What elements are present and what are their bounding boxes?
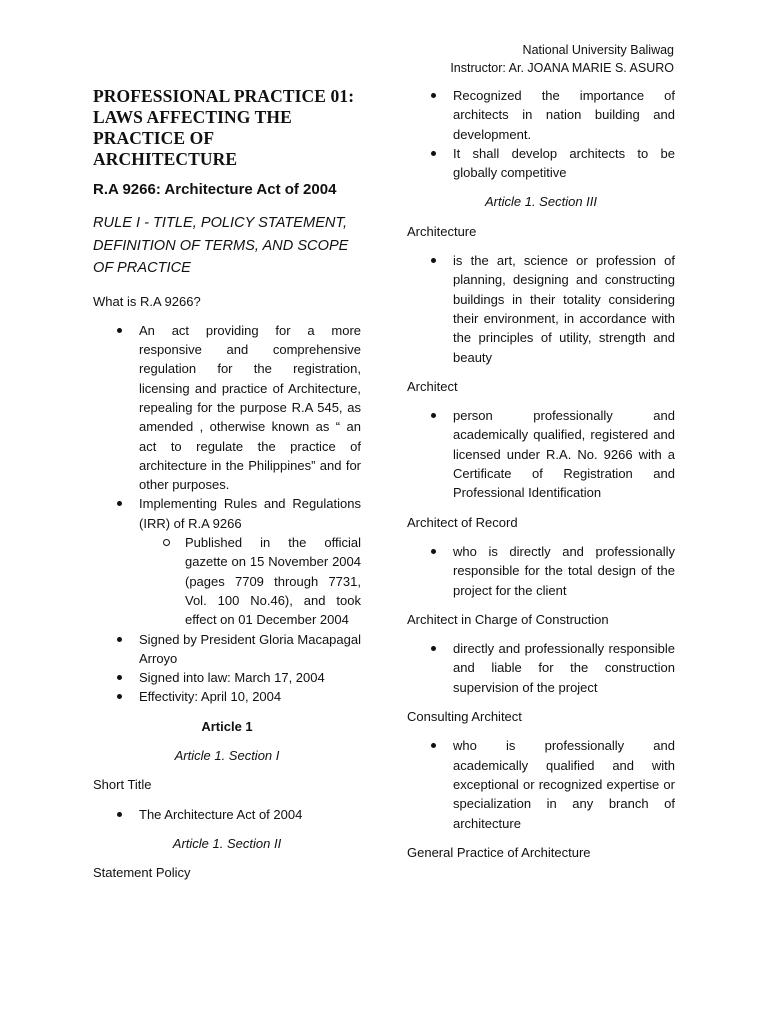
list-item: person professionally and academically qualified, registered and licensed under R.A. No. 9266 with a Certificate of Registration and Professional Identification [407,406,675,502]
short-title-list [93,805,361,824]
list-item: Recognized the importance of architects in nation building and development. [407,86,675,144]
short-title-label: Short Title [93,777,152,793]
right-column [407,86,675,872]
term-label: Architect of Record [407,514,518,530]
definition-list [407,542,675,600]
list-item: The Architecture Act of 2004 [93,805,361,824]
page-header [450,41,674,77]
list-item: who is professionally and academically qualified and with exceptional or recognized expertise or specialization in any branch of architecture [407,736,675,832]
term-label: Architect in Charge of Construction [407,611,609,627]
definition-list [407,639,675,697]
term-label: Consulting Architect [407,709,522,725]
sub-bullet-list [139,533,361,629]
list-item-text: Implementing Rules and Regulations (IRR) of R.A 9266 [139,496,361,531]
left-column [93,86,361,893]
term-label: Architecture [407,223,477,239]
list-item: Effectivity: April 10, 2004 [93,687,361,706]
definition-list [407,736,675,832]
section-heading: Article 1. Section III [485,194,597,210]
policy-bullet-list [407,86,675,182]
list-item [93,494,361,629]
list-item: is the art, science or profession of planning, designing and constructing buildings in their totality considering their environment, in accordance with the principles of utility, strength and beauty [407,251,675,367]
list-item: It shall develop architects to be globally competitive [407,144,675,183]
university-name: National University Baliwag [522,43,674,57]
list-item: Signed into law: March 17, 2004 [93,668,361,687]
rule-heading: RULE I - TITLE, POLICY STATEMENT, DEFINITION OF TERMS, AND SCOPE OF PRACTICE [93,215,349,276]
list-item: Signed by President Gloria Macapagal Arroyo [93,630,361,669]
article-heading: Article 1 [201,718,253,734]
statement-policy-label: Statement Policy [93,865,191,881]
section-heading: Article 1. Section II [172,835,282,851]
term-label: General Practice of Architecture [407,844,591,860]
document-subtitle: R.A 9266: Architecture Act of 2004 [93,181,337,198]
definition-list [407,406,675,502]
list-item: An act providing for a more responsive and comprehensive regulation for the registration, licensing and practice of Architecture, repealing for the purpose R.A 545, as amended , otherwise known as “ an act to regulate the practice of architecture in the Philippines” and for other purposes. [93,321,361,495]
list-item: directly and professionally responsible and liable for the construction supervision of the project [407,639,675,697]
sub-list-item: Published in the official gazette on 15 November 2004 (pages 7709 through 7731, Vol. 100 No.46), and took effect on 01 December 2004 [139,533,361,629]
list-item: who is directly and professionally responsible for the total design of the project for the client [407,542,675,600]
instructor-name: Instructor: Ar. JOANA MARIE S. ASURO [450,61,674,75]
definition-list [407,251,675,367]
section-heading: Article 1. Section I [174,748,280,764]
term-label: Architect [407,378,458,394]
document-title: PROFESSIONAL PRACTICE 01: LAWS AFFECTING THE PRACTICE OF ARCHITECTURE [93,86,355,169]
question-text: What is R.A 9266? [93,293,201,309]
ra-bullet-list [93,321,361,707]
